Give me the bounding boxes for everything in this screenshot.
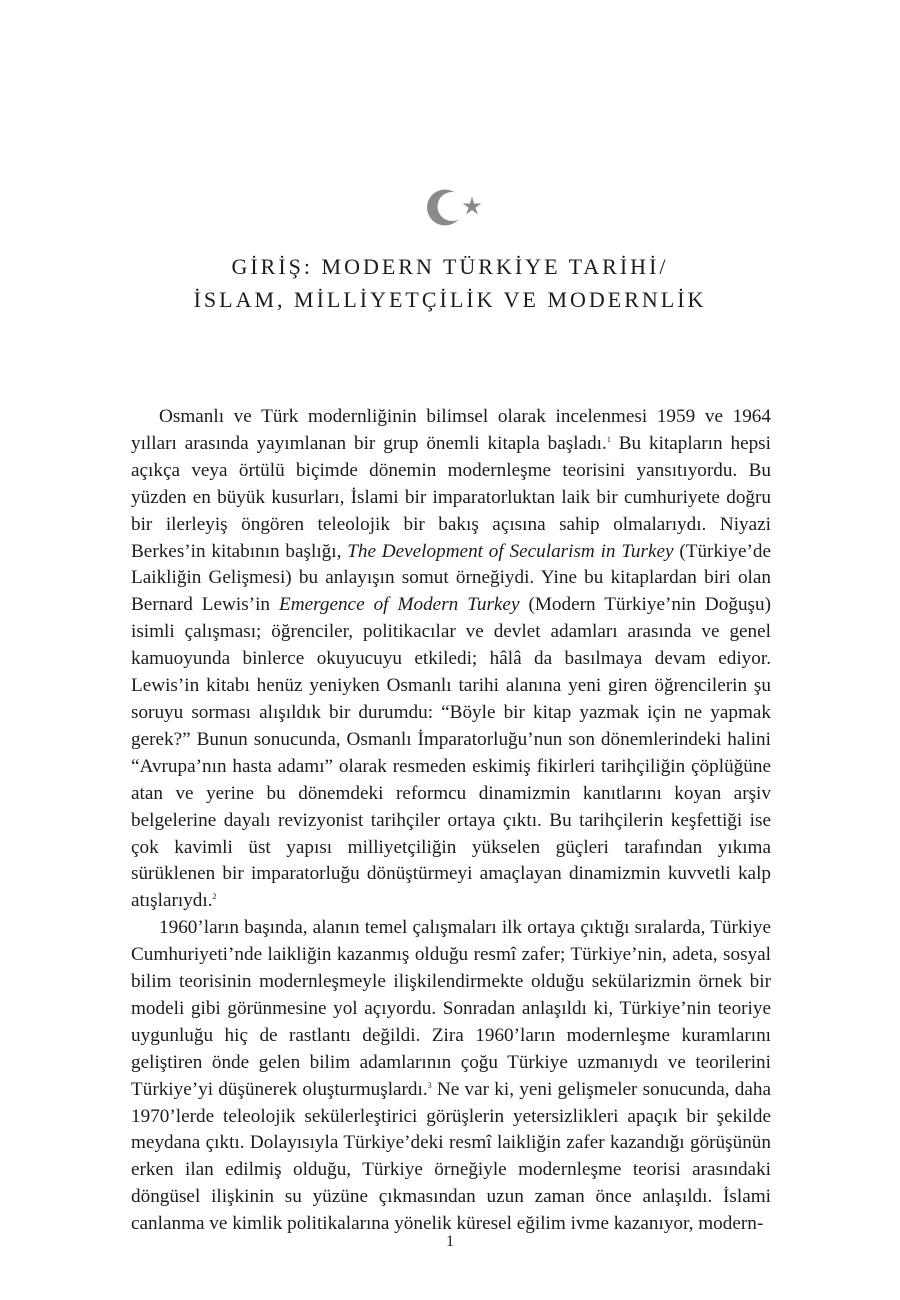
paragraph-2 — [131, 915, 771, 1238]
paragraph-2-text: 1960’ların başında, alanın temel çalışmaları ilk ortaya çıktığı sıralarda, Türkiye Cumhuriyeti’nde laikliğin kazanmış olduğu resmî zafer; Türkiye’nin, adeta, sosyal bilim teorisinin modernleşmeyle ilişkilendirmekte olduğu sekülarizmin örnek bir modeli gibi görünmesine yol açıyordu. Sonradan anlaşıldı ki, Türkiye’nin teoriye uygunluğu hiç de rastlantı değildi. Zira 1960’ların modernleşme kuramlarını geliştiren önde gelen bilim adamlarının çoğu Türkiye uzmanıydı ve teorilerini Türkiye’yi düşünerek oluşturmuşlardı. — [131, 917, 771, 1100]
book-title-italic: The Development of Secularism in Turkey — [347, 540, 674, 562]
paragraph-1 — [131, 404, 771, 915]
chapter-title-line-1: GİRİŞ: MODERN TÜRKİYE TARİHİ/ — [231, 254, 669, 279]
paragraph-1-text: Osmanlı ve Türk modernliğinin bilimsel olarak incelenmesi 1959 ve 1964 yılları arasında yayımlanan bir grup önemli kitapla başladı. — [131, 406, 771, 454]
body-text — [131, 404, 771, 1238]
crescent-star-icon — [426, 186, 484, 230]
chapter-title-line-2: İSLAM, MİLLİYETÇİLİK VE MODERNLİK — [193, 287, 707, 312]
footnote-ref-2: 2 — [212, 892, 217, 902]
paragraph-1-text: (Türkiye’de Laikliğin Gelişmesi) bu anlayışın somut örneğiydi. Yine bu kitaplardan biri olan Bernard Lewis’in — [131, 540, 771, 616]
paragraph-1-text: Bu kitapların hepsi açıkça veya örtülü biçimde dönemin modernleşme teorisini yansıtıyordu. Bu yüzden en büyük kusurları, İslami bir imparatorluktan laik bir cumhuriyete doğru bir ilerleyiş öngören teleolojik bir bakış açısına sahip olmalarıydı. Niyazi Berkes’in kitabının başlığı, — [131, 432, 771, 562]
book-title-italic: Emergence of Modern Turkey — [279, 594, 520, 616]
footnote-ref-1: 1 — [606, 434, 611, 444]
chapter-title — [0, 250, 900, 316]
footnote-ref-3: 3 — [427, 1080, 432, 1090]
paragraph-1-text: (Modern Türkiye’nin Doğuşu) isimli çalışması; öğrenciler, politikacılar ve devlet adamları arasında ve genel kamuoyunda binlerce okuyucuyu etkiledi; hâlâ da basılmaya devam ediyor. Lewis’in kitabı henüz yeniyken Osmanlı tarihi alanına yeni giren öğrencilerin şu soruyu sorması alışıldık bir durumdu: “Böyle bir kitap yazmak için ne yapmak gerek?” Bunun sonucunda, Osmanlı İmparatorluğu’nun son dönemlerindeki halini “Avrupa’nın hasta adamı” olarak resmeden eskimiş fikirleri tarihçiliğin çöplüğüne atan ve yerine bu dönemdeki reformcu dinamizmin kanıtlarını koyan arşiv belgelerine dayalı revizyonist tarihçiler ortaya çıktı. Bu tarihçilerin keşfettiği ise çok kavimli üst yapısı milliyetçiliğin yükselen güçleri tarafından yıkıma sürüklenen bir imparatorluğu dönüştürmeyi amaçlayan dinamizmin kuvvetli kalp atışlarıydı. — [131, 594, 771, 912]
paragraph-2-text: Ne var ki, yeni gelişmeler sonucunda, daha 1970’lerde teleolojik sekülerleştirici görüşlerin yetersizlikleri apaçık bir şekilde meydana çıktı. Dolayısıyla Türkiye’deki resmî laikliğin zafer kazandığı görüşünün erken ilan edilmiş olduğu, Türkiye örneğiyle modernleşme teorisi arasındaki döngüsel ilişkinin su yüzüne çıkmasından uzun zaman önce anlaşıldı. İslami canlanma ve kimlik politikalarına yönelik küresel eğilim ivme kazanıyor, modern- — [131, 1078, 772, 1235]
page-number: 1 — [446, 1233, 454, 1250]
